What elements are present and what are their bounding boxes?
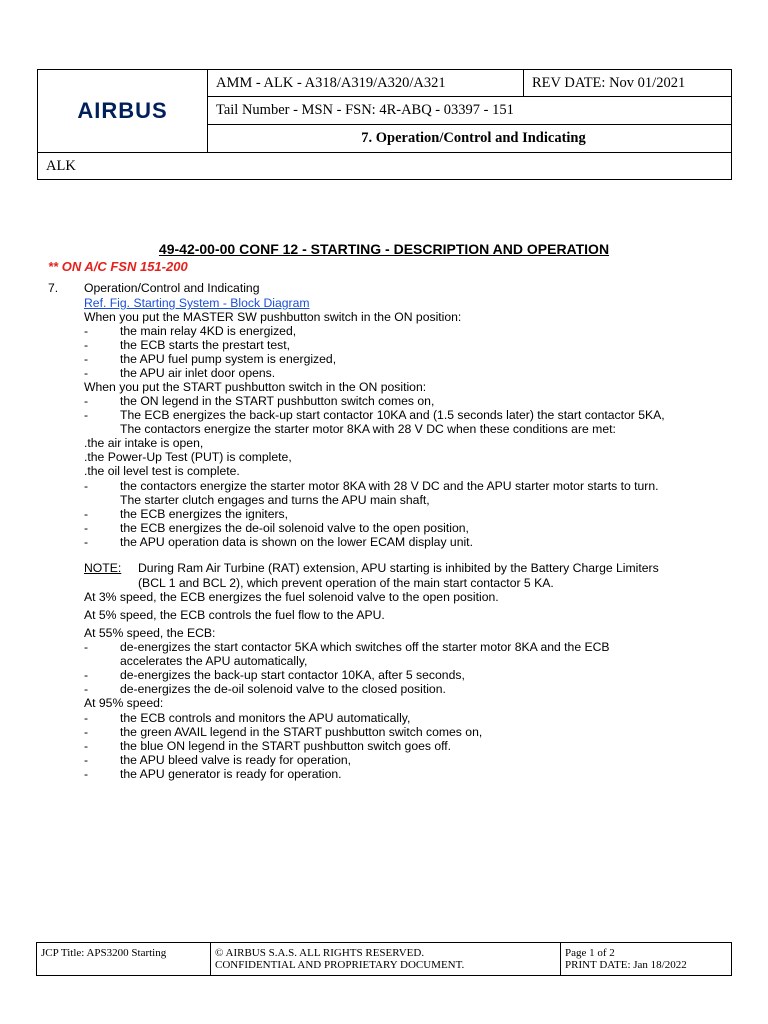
airbus-logo: AIRBUS	[77, 98, 168, 123]
page-number: Page 1 of 2	[565, 947, 615, 959]
condition-line: .the oil level test is complete.	[84, 464, 240, 478]
speed-line: At 55% speed, the ECB:	[84, 626, 216, 640]
list-item: the blue ON legend in the START pushbutton switch goes off.	[120, 739, 452, 753]
list-item: de-energizes the start contactor 5KA which switches off the starter motor 8KA and the ECB	[120, 640, 610, 654]
list-item: de-energizes the de-oil solenoid valve to the closed position.	[120, 682, 446, 696]
list-item: the ECB energizes the de-oil solenoid valve to the open position,	[120, 521, 469, 535]
bullet-dash: -	[84, 479, 89, 493]
bullet-dash: -	[84, 711, 89, 725]
logo-cell	[38, 70, 208, 152]
list-item: the APU air inlet door opens.	[120, 366, 276, 380]
list-item: the main relay 4KD is energized,	[120, 324, 297, 338]
bullet-dash: -	[84, 338, 89, 352]
list-item: the APU operation data is shown on the lower ECAM display unit.	[120, 535, 473, 549]
section-number: 7.	[48, 281, 59, 295]
condition-line: .the Power-Up Test (PUT) is complete,	[84, 450, 292, 464]
bullet-dash: -	[84, 753, 89, 767]
jcp-title: JCP Title: APS3200 Starting	[37, 943, 211, 975]
bullet-dash: -	[84, 535, 89, 549]
section-title: 7. Operation/Control and Indicating	[361, 130, 586, 146]
page-info-cell	[561, 943, 731, 975]
note-label: NOTE:	[84, 561, 122, 575]
bullet-dash: -	[84, 408, 89, 422]
speed-line: At 95% speed:	[84, 696, 164, 710]
list-item: the contactors energize the starter motor 8KA with 28 V DC and the APU starter motor starts to turn.	[120, 479, 659, 493]
list-item-continuation: accelerates the APU automatically,	[120, 654, 308, 668]
bullet-dash: -	[84, 521, 89, 535]
amm-reference: AMM - ALK - A318/A319/A320/A321	[208, 70, 524, 97]
bullet-dash: -	[84, 725, 89, 739]
effectivity-line: ** ON A/C FSN 151-200	[48, 259, 188, 274]
list-item: the APU fuel pump system is energized,	[120, 352, 337, 366]
bullet-dash: -	[84, 394, 89, 408]
list-item-continuation: The starter clutch engages and turns the APU main shaft,	[120, 493, 430, 507]
list-item: the ECB controls and monitors the APU automatically,	[120, 711, 411, 725]
bullet-dash: -	[84, 507, 89, 521]
note-text: (BCL 1 and BCL 2), which prevent operation of the main start contactor 5 KA.	[138, 576, 554, 590]
rev-date: REV DATE: Nov 01/2021	[524, 70, 731, 97]
bullet-dash: -	[84, 668, 89, 682]
list-item: the green AVAIL legend in the START pushbutton switch comes on,	[120, 725, 483, 739]
alk-label: ALK	[38, 152, 731, 179]
print-date: PRINT DATE: Jan 18/2022	[565, 959, 687, 971]
confidential-line: CONFIDENTIAL AND PROPRIETARY DOCUMENT.	[215, 959, 465, 971]
body-line: When you put the START pushbutton switch in the ON position:	[84, 380, 427, 394]
list-item-continuation: The contactors energize the starter motor 8KA with 28 V DC when these conditions are met:	[120, 422, 616, 436]
bullet-dash: -	[84, 739, 89, 753]
list-item: the ECB starts the prestart test,	[120, 338, 291, 352]
bullet-dash: -	[84, 682, 89, 696]
bullet-dash: -	[84, 767, 89, 781]
bullet-dash: -	[84, 640, 89, 654]
section-heading: Operation/Control and Indicating	[84, 281, 260, 295]
note-text: During Ram Air Turbine (RAT) extension, APU starting is inhibited by the Battery Charge Limiters	[138, 561, 659, 575]
list-item: the APU generator is ready for operation.	[120, 767, 342, 781]
speed-line: At 5% speed, the ECB controls the fuel flow to the APU.	[84, 608, 385, 622]
figure-reference-link[interactable]: Ref. Fig. Starting System - Block Diagram	[84, 296, 310, 310]
document-footer	[36, 942, 732, 976]
tail-number: Tail Number - MSN - FSN: 4R-ABQ - 03397 - 151	[208, 97, 731, 125]
document-header	[37, 69, 732, 180]
list-item: The ECB energizes the back-up start contactor 10KA and (1.5 seconds later) the start contactor 5KA,	[120, 408, 665, 422]
copyright-cell	[211, 943, 561, 975]
bullet-dash: -	[84, 352, 89, 366]
copyright-line: © AIRBUS S.A.S. ALL RIGHTS RESERVED.	[215, 947, 425, 959]
condition-line: .the air intake is open,	[84, 436, 204, 450]
document-title: 49-42-00-00 CONF 12 - STARTING - DESCRIPTION AND OPERATION	[158, 241, 610, 257]
bullet-dash: -	[84, 366, 89, 380]
body-line: When you put the MASTER SW pushbutton switch in the ON position:	[84, 310, 462, 324]
list-item: the APU bleed valve is ready for operation,	[120, 753, 352, 767]
list-item: the ON legend in the START pushbutton switch comes on,	[120, 394, 435, 408]
list-item: de-energizes the back-up start contactor 10KA, after 5 seconds,	[120, 668, 465, 682]
speed-line: At 3% speed, the ECB energizes the fuel solenoid valve to the open position.	[84, 590, 499, 604]
bullet-dash: -	[84, 324, 89, 338]
list-item: the ECB energizes the igniters,	[120, 507, 289, 521]
